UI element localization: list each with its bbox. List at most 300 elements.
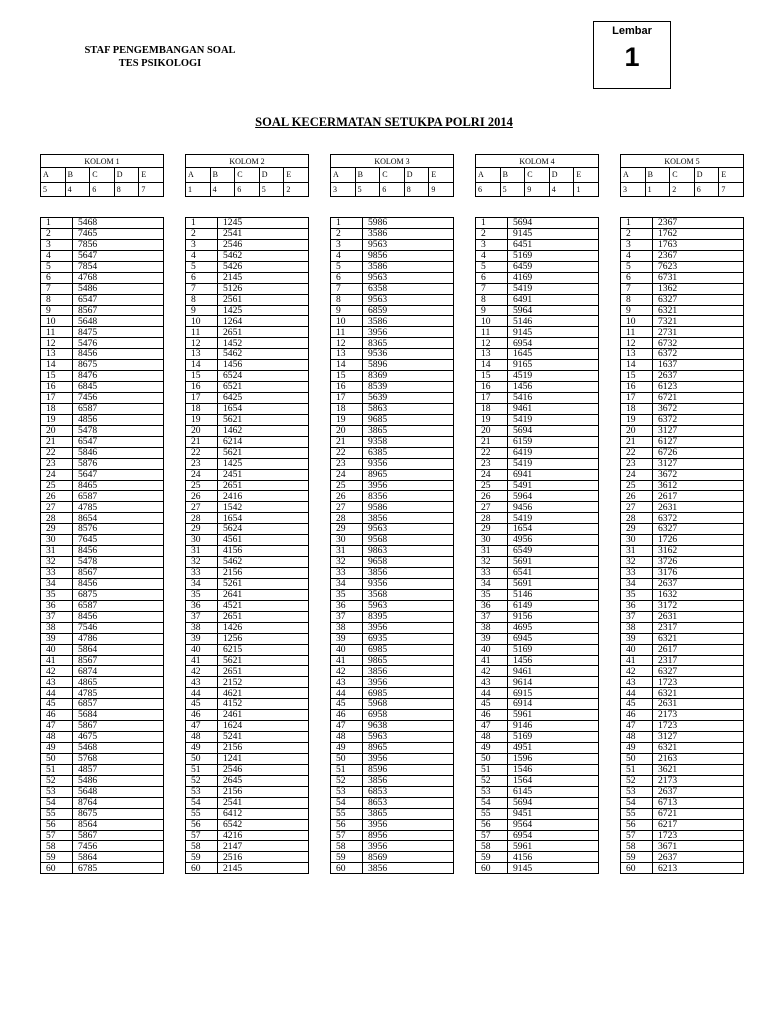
table-row — [331, 786, 454, 797]
question-value: 2631 — [653, 502, 744, 513]
table-row — [331, 218, 454, 229]
table-row — [621, 841, 744, 852]
question-value: 5169 — [508, 250, 599, 261]
table-row — [186, 611, 309, 622]
table-row — [476, 546, 599, 557]
question-value: 1723 — [653, 721, 744, 732]
question-number: 1 — [476, 218, 508, 229]
question-value: 4521 — [218, 600, 309, 611]
question-value: 8965 — [363, 469, 454, 480]
question-value: 9461 — [508, 666, 599, 677]
question-number: 25 — [186, 480, 218, 491]
table-row — [186, 316, 309, 327]
question-number: 45 — [41, 699, 73, 710]
question-value: 3956 — [363, 327, 454, 338]
question-number: 36 — [621, 600, 653, 611]
question-value: 5416 — [508, 393, 599, 404]
question-number: 5 — [621, 261, 653, 272]
question-number: 46 — [331, 710, 363, 721]
question-number: 33 — [186, 568, 218, 579]
question-number: 20 — [476, 425, 508, 436]
question-value: 5961 — [508, 710, 599, 721]
question-value: 2637 — [653, 786, 744, 797]
question-number: 57 — [476, 830, 508, 841]
table-row — [621, 568, 744, 579]
question-number: 54 — [621, 797, 653, 808]
question-number: 48 — [621, 732, 653, 743]
table-row — [621, 294, 744, 305]
question-value: 9145 — [508, 863, 599, 874]
table-row — [41, 622, 164, 633]
question-number: 22 — [331, 447, 363, 458]
table-row — [331, 753, 454, 764]
question-number: 16 — [331, 382, 363, 393]
table-row — [41, 382, 164, 393]
key-digit: 4 — [65, 182, 90, 197]
question-value: 6549 — [508, 546, 599, 557]
question-number: 10 — [476, 316, 508, 327]
table-row — [621, 360, 744, 371]
table-row — [621, 491, 744, 502]
question-value: 1452 — [218, 338, 309, 349]
table-row — [186, 305, 309, 316]
table-row — [186, 261, 309, 272]
table-row — [476, 393, 599, 404]
table-row — [41, 568, 164, 579]
question-number: 11 — [331, 327, 363, 338]
table-row — [186, 447, 309, 458]
table-row — [331, 557, 454, 568]
table-row — [186, 841, 309, 852]
question-value: 5261 — [218, 578, 309, 589]
question-value: 4621 — [218, 688, 309, 699]
question-number: 5 — [476, 261, 508, 272]
question-number: 24 — [41, 469, 73, 480]
table-row — [331, 338, 454, 349]
question-number: 35 — [186, 589, 218, 600]
table-row — [41, 841, 164, 852]
key-letter: D — [549, 168, 574, 183]
key-letter: E — [284, 168, 309, 183]
table-row — [476, 808, 599, 819]
question-value: 5468 — [73, 743, 164, 754]
question-number: 32 — [186, 557, 218, 568]
table-row — [41, 228, 164, 239]
question-value: 9461 — [508, 403, 599, 414]
question-number: 46 — [41, 710, 73, 721]
question-value: 8465 — [73, 480, 164, 491]
question-number: 18 — [331, 403, 363, 414]
question-number: 15 — [476, 371, 508, 382]
question-value: 9863 — [363, 546, 454, 557]
question-number: 43 — [476, 677, 508, 688]
question-value: 3956 — [363, 622, 454, 633]
table-row — [331, 513, 454, 524]
table-row — [186, 852, 309, 863]
question-value: 7854 — [73, 261, 164, 272]
question-number: 41 — [331, 655, 363, 666]
question-number: 42 — [476, 666, 508, 677]
table-row — [621, 218, 744, 229]
table-row — [41, 611, 164, 622]
question-number: 43 — [41, 677, 73, 688]
question-number: 14 — [476, 360, 508, 371]
question-number: 49 — [41, 743, 73, 754]
question-value: 6547 — [73, 436, 164, 447]
table-row — [476, 524, 599, 535]
question-number: 15 — [331, 371, 363, 382]
table-row — [476, 403, 599, 414]
key-digit: 9 — [429, 182, 454, 197]
question-number: 50 — [476, 753, 508, 764]
question-value: 2367 — [653, 250, 744, 261]
question-number: 48 — [476, 732, 508, 743]
table-row — [331, 578, 454, 589]
question-value: 5146 — [508, 316, 599, 327]
question-value: 2651 — [218, 480, 309, 491]
key-letter: D — [114, 168, 139, 183]
table-row — [331, 491, 454, 502]
question-value: 6541 — [508, 568, 599, 579]
question-value: 6372 — [653, 349, 744, 360]
question-number: 44 — [476, 688, 508, 699]
question-value: 6149 — [508, 600, 599, 611]
question-number: 6 — [41, 272, 73, 283]
question-number: 55 — [41, 808, 73, 819]
question-number: 33 — [41, 568, 73, 579]
table-row — [621, 546, 744, 557]
question-value: 9145 — [508, 228, 599, 239]
question-value: 8356 — [363, 491, 454, 502]
question-value: 6954 — [508, 830, 599, 841]
question-number: 9 — [621, 305, 653, 316]
table-row — [331, 743, 454, 754]
question-value: 5863 — [363, 403, 454, 414]
question-value: 3127 — [653, 425, 744, 436]
question-number: 8 — [186, 294, 218, 305]
question-value: 8569 — [363, 852, 454, 863]
table-row — [331, 250, 454, 261]
question-number: 26 — [331, 491, 363, 502]
table-row — [476, 852, 599, 863]
table-row — [41, 305, 164, 316]
question-value: 9146 — [508, 721, 599, 732]
question-number: 28 — [186, 513, 218, 524]
question-number: 34 — [41, 578, 73, 589]
question-value: 2416 — [218, 491, 309, 502]
question-number: 56 — [186, 819, 218, 830]
question-number: 51 — [621, 764, 653, 775]
table-row — [621, 732, 744, 743]
question-number: 1 — [186, 218, 218, 229]
question-number: 43 — [621, 677, 653, 688]
question-number: 37 — [476, 611, 508, 622]
question-value: 5964 — [508, 305, 599, 316]
question-number: 13 — [41, 349, 73, 360]
question-number: 17 — [186, 393, 218, 404]
table-row — [621, 786, 744, 797]
question-number: 58 — [41, 841, 73, 852]
table-row — [331, 371, 454, 382]
question-number: 52 — [186, 775, 218, 786]
question-value: 3956 — [363, 819, 454, 830]
table-row — [41, 436, 164, 447]
question-number: 36 — [331, 600, 363, 611]
table-row — [476, 513, 599, 524]
question-value: 2317 — [653, 655, 744, 666]
table-row — [476, 557, 599, 568]
question-value: 6874 — [73, 666, 164, 677]
org-line-2: TES PSIKOLOGI — [118, 58, 202, 69]
question-value: 6214 — [218, 436, 309, 447]
table-row — [331, 666, 454, 677]
table-row — [476, 228, 599, 239]
question-number: 31 — [621, 546, 653, 557]
question-number: 33 — [476, 568, 508, 579]
table-row — [621, 447, 744, 458]
question-value: 6459 — [508, 261, 599, 272]
question-value: 2617 — [653, 644, 744, 655]
question-value: 1763 — [653, 239, 744, 250]
question-number: 13 — [331, 349, 363, 360]
question-value: 7321 — [653, 316, 744, 327]
question-number: 59 — [41, 852, 73, 863]
table-row — [621, 436, 744, 447]
question-value: 2641 — [218, 589, 309, 600]
question-value: 2156 — [218, 786, 309, 797]
table-row — [621, 589, 744, 600]
question-value: 8456 — [73, 349, 164, 360]
question-number: 44 — [186, 688, 218, 699]
question-number: 60 — [621, 863, 653, 874]
table-row — [476, 316, 599, 327]
table-row — [476, 644, 599, 655]
question-number: 45 — [331, 699, 363, 710]
question-number: 18 — [476, 403, 508, 414]
question-number: 41 — [476, 655, 508, 666]
question-value: 1462 — [218, 425, 309, 436]
table-row — [331, 863, 454, 874]
question-value: 5647 — [73, 250, 164, 261]
question-value: 9586 — [363, 502, 454, 513]
question-number: 30 — [41, 535, 73, 546]
question-value: 5864 — [73, 644, 164, 655]
table-row — [186, 283, 309, 294]
question-number: 44 — [331, 688, 363, 699]
question-value: 5169 — [508, 732, 599, 743]
question-number: 7 — [476, 283, 508, 294]
question-value: 3612 — [653, 480, 744, 491]
question-number: 55 — [476, 808, 508, 819]
table-row — [331, 305, 454, 316]
question-number: 58 — [186, 841, 218, 852]
question-number: 7 — [331, 283, 363, 294]
table-row — [476, 283, 599, 294]
table-row — [331, 546, 454, 557]
question-value: 4156 — [508, 852, 599, 863]
question-value: 3586 — [363, 228, 454, 239]
column-title: KOLOM 3 — [331, 155, 454, 168]
table-row — [331, 841, 454, 852]
table-row — [476, 786, 599, 797]
table-row — [621, 611, 744, 622]
question-value: 1425 — [218, 458, 309, 469]
table-row — [331, 764, 454, 775]
question-number: 47 — [331, 721, 363, 732]
question-table — [620, 217, 744, 874]
question-value: 8956 — [363, 830, 454, 841]
question-value: 6213 — [653, 863, 744, 874]
question-value: 4695 — [508, 622, 599, 633]
question-value: 2152 — [218, 677, 309, 688]
question-number: 42 — [186, 666, 218, 677]
table-row — [41, 688, 164, 699]
question-number: 20 — [41, 425, 73, 436]
question-value: 1654 — [508, 524, 599, 535]
question-number: 58 — [621, 841, 653, 852]
question-number: 40 — [186, 644, 218, 655]
question-value: 1654 — [218, 513, 309, 524]
table-row — [331, 382, 454, 393]
question-number: 38 — [41, 622, 73, 633]
table-row — [331, 294, 454, 305]
question-number: 5 — [186, 261, 218, 272]
question-value: 6958 — [363, 710, 454, 721]
key-letter: B — [210, 168, 235, 183]
table-row — [186, 480, 309, 491]
question-value: 5961 — [508, 841, 599, 852]
question-value: 6425 — [218, 393, 309, 404]
question-value: 6321 — [653, 305, 744, 316]
table-row — [186, 524, 309, 535]
question-value: 2731 — [653, 327, 744, 338]
question-number: 11 — [186, 327, 218, 338]
question-value: 7546 — [73, 622, 164, 633]
table-row — [621, 633, 744, 644]
table-row — [621, 852, 744, 863]
table-row — [186, 469, 309, 480]
question-value: 3586 — [363, 261, 454, 272]
question-value: 8764 — [73, 797, 164, 808]
question-number: 21 — [621, 436, 653, 447]
question-value: 3856 — [363, 568, 454, 579]
key-digit: 5 — [41, 182, 66, 197]
question-number: 16 — [476, 382, 508, 393]
question-value: 6127 — [653, 436, 744, 447]
question-number: 21 — [476, 436, 508, 447]
table-row — [621, 480, 744, 491]
question-number: 8 — [41, 294, 73, 305]
table-row — [621, 699, 744, 710]
question-value: 2645 — [218, 775, 309, 786]
table-row — [41, 644, 164, 655]
question-value: 5864 — [73, 852, 164, 863]
question-value: 8653 — [363, 797, 454, 808]
question-value: 8475 — [73, 327, 164, 338]
question-number: 13 — [186, 349, 218, 360]
table-row — [621, 753, 744, 764]
question-value: 2651 — [218, 666, 309, 677]
table-row — [621, 239, 744, 250]
question-number: 56 — [41, 819, 73, 830]
table-row — [186, 655, 309, 666]
column-title: KOLOM 1 — [41, 155, 164, 168]
question-value: 6954 — [508, 338, 599, 349]
table-row — [476, 688, 599, 699]
question-value: 5419 — [508, 513, 599, 524]
table-row — [331, 797, 454, 808]
table-row — [476, 600, 599, 611]
key-letter: E — [429, 168, 454, 183]
table-row — [331, 655, 454, 666]
question-number: 48 — [41, 732, 73, 743]
table-row — [41, 710, 164, 721]
question-value: 5491 — [508, 480, 599, 491]
table-row — [41, 447, 164, 458]
key-digit: 1 — [186, 182, 211, 197]
table-row — [476, 775, 599, 786]
question-value: 4786 — [73, 633, 164, 644]
table-row — [621, 688, 744, 699]
question-number: 12 — [186, 338, 218, 349]
question-number: 38 — [331, 622, 363, 633]
table-row — [621, 425, 744, 436]
key-digit: 6 — [380, 182, 405, 197]
table-row — [41, 743, 164, 754]
question-value: 8456 — [73, 611, 164, 622]
question-number: 20 — [621, 425, 653, 436]
question-value: 4152 — [218, 699, 309, 710]
table-row — [186, 732, 309, 743]
question-number: 16 — [621, 382, 653, 393]
question-number: 39 — [186, 633, 218, 644]
question-number: 50 — [41, 753, 73, 764]
table-row — [476, 327, 599, 338]
question-value: 3726 — [653, 557, 744, 568]
table-row — [476, 622, 599, 633]
table-row — [476, 699, 599, 710]
question-value: 5647 — [73, 469, 164, 480]
question-number: 48 — [331, 732, 363, 743]
question-number: 6 — [621, 272, 653, 283]
question-value: 6385 — [363, 447, 454, 458]
question-value: 5691 — [508, 578, 599, 589]
table-row — [621, 677, 744, 688]
question-value: 3856 — [363, 666, 454, 677]
question-number: 28 — [41, 513, 73, 524]
question-number: 46 — [476, 710, 508, 721]
question-number: 45 — [476, 699, 508, 710]
question-value: 2451 — [218, 469, 309, 480]
table-row — [621, 250, 744, 261]
key-letter: C — [525, 168, 550, 183]
question-value: 5876 — [73, 458, 164, 469]
question-value: 6372 — [653, 414, 744, 425]
question-value: 4785 — [73, 688, 164, 699]
question-value: 9356 — [363, 458, 454, 469]
question-value: 1245 — [218, 218, 309, 229]
question-number: 10 — [331, 316, 363, 327]
question-number: 60 — [41, 863, 73, 874]
key-digit: 5 — [355, 182, 380, 197]
table-row — [621, 349, 744, 360]
question-number: 23 — [331, 458, 363, 469]
table-row — [476, 272, 599, 283]
key-digit: 2 — [284, 182, 309, 197]
table-row — [331, 688, 454, 699]
question-value: 1362 — [653, 283, 744, 294]
question-value: 3865 — [363, 808, 454, 819]
